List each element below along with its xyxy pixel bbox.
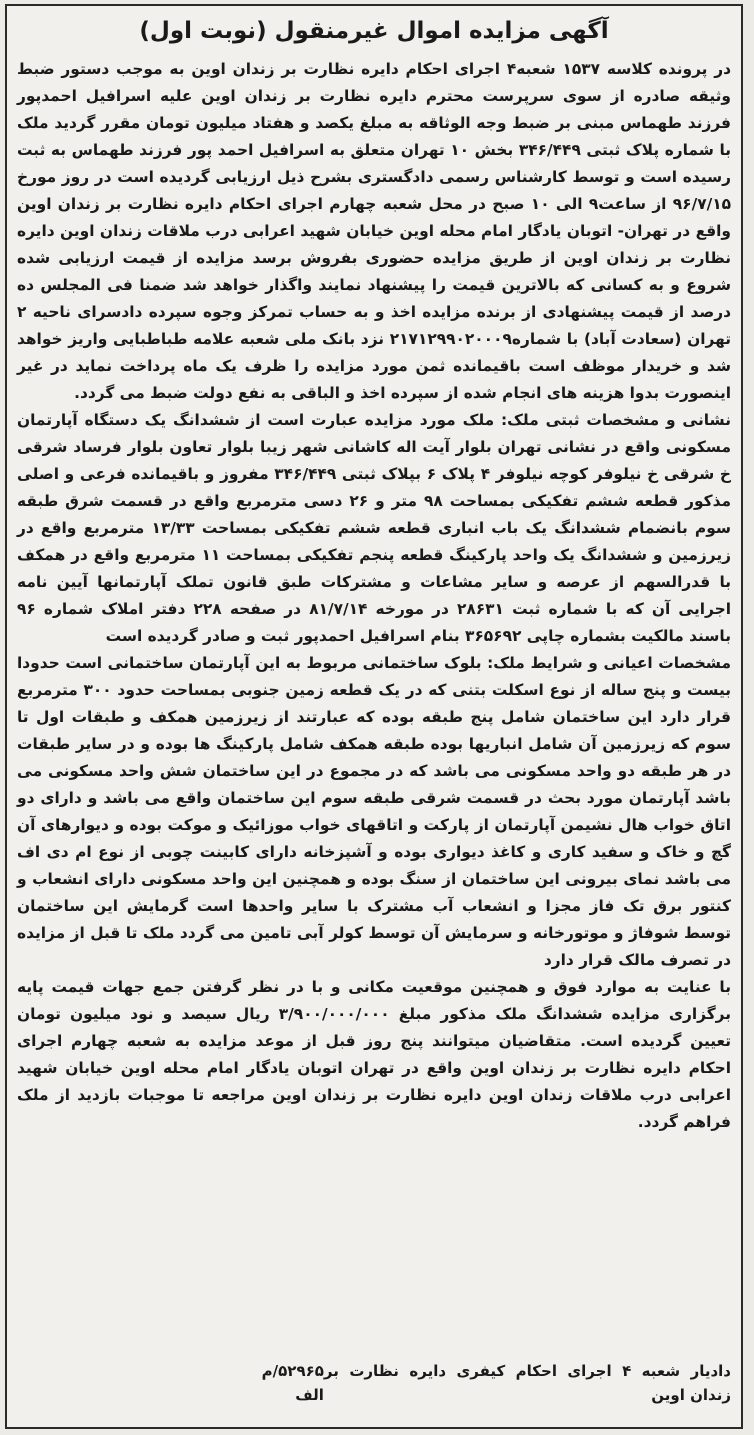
newspaper-clipping (5, 4, 743, 1429)
notice-paragraph-base-price: با عنایت به موارد فوق و همچنین موقعیت مکانی و با در نظر گرفتن جمع جهات قیمت پایه برگزاری مزایده ششدانگ ملک مذکور مبلغ ۳/۹۰۰/۰۰۰/۰۰۰ ریال سیصد و نود میلیون تومان تعیین گردیده است. متقاضیان میتوانند پنج روز قبل از موعد مزایده به شعبه چهارم اجرای احکام دایره نظارت بر زندان اوین واقع در تهران اتوبان یادگار امام محله اوین خیابان شهید اعرابی درب ملاقات زندان اوین دایره نظارت بر زندان اوین مراجعه تا موجبات بازدید از ملک فراهم گردد. (17, 978, 731, 1131)
notice-paragraph-property-conditions: مشخصات اعیانی و شرایط ملک: بلوک ساختمانی مربوط به این آپارتمان ساختمانی است حدودا بیست و پنج ساله از نوع اسکلت بتنی که در یک قطعه زمین جنوبی بمساحت حدود ۳۰۰ مترمربع قرار دارد این ساختمان شامل پنج طبقه بوده که عبارتند از زیرزمین همکف و طبقات اول تا سوم که زیرزمین آن شامل انباریها بوده طبقه همکف شامل پارکینگ ها بوده و در سایر طبقات در هر طبقه دو واحد مسکونی می باشد که در مجموع در این ساختمان شش واحد مسکونی می باشد آپارتمان مورد بحث در قسمت شرقی طبقه سوم این ساختمان واقع می باشد و دارای دو اتاق خواب هال نشیمن آپارتمان از پارکت و اتاقهای خواب موزائیک و موکت بوده و دیوارهای آن گچ و خاک و سفید کاری و کاغذ دیواری بوده و آشپزخانه دارای کابینت چوبی از نوع ام دی اف می باشد نمای بیرونی این ساختمان از سنگ بوده و همچنین این واحد مسکونی دارای انشعاب و کنتور برق تک فاز مجزا و انشعاب آب مشترک با سایر واحدها است گرمایش این ساختمان توسط شوفاژ و موتورخانه و سرمایش آن توسط کولر آبی تامین می گردد ملک تا قبل از مزایده در تصرف مالک قرار دارد (17, 654, 732, 969)
reference-code: ۵۲۹۶۵/م الف (261, 1362, 324, 1404)
signature-line: دادیار شعبه ۴ اجرای احکام کیفری دایره نظارت بر زندان اوین (323, 1362, 732, 1404)
notice-content (17, 14, 731, 1419)
notice-paragraph-auction-terms: در پرونده کلاسه ۱۵۳۷ شعبه۴ اجرای احکام دایره نظارت بر زندان اوین به موجب دستور ضبط وثیقه صادره از سوی سرپرست محترم دایره نظارت بر زندان اوین علیه اسرافیل احمدپور فرزند طهماس مبنی بر ضبط وجه الوثاقه به مبلغ یکصد و هفتاد میلیون تومان مقرر گردید ملک با شماره پلاک ثبتی ۳۴۶/۴۴۹ بخش ۱۰ تهران متعلق به اسرافیل احمد پور فرزند طهماس به ثبت رسیده است و توسط کارشناس رسمی دادگستری بشرح ذیل ارزیابی گردیده است در روز مورخ ۹۶/۷/۱۵ از ساعت۹ الی ۱۰ صبح در محل شعبه چهارم اجرای احکام دایره نظارت بر زندان اوین واقع در تهران- اتوبان یادگار امام محله اوین خیابان شهید اعرابی درب ملاقات زندان اوین دایره نظارت بر زندان اوین از طریق مزایده حضوری بفروش برسد مزایده از قیمت ارزیابی شده شروع و به کسانی که بالاترین قیمت را پیشنهاد نمایند واگذار خواهد شد ضمنا فی المجلس ده درصد از قیمت پیشنهادی از برنده مزایده اخذ و به حساب تمرکز وجوه سپرده دادسرای ناحیه ۲ تهران (سعادت آباد) با شماره۲۱۷۱۲۹۹۰۲۰۰۰۹ نزد بانک ملی شعبه علامه طباطبایی واریز خواهد شد و خریدار موظف است باقیمانده ثمن مورد مزایده را ظرف یک ماه پرداخت نماید در غیر اینصورت بدوا هزینه های انجام شده از سپرده اخذ و الباقی به نفع دولت ضبط می گردد. (17, 60, 732, 402)
notice-paragraph-property-registration: نشانی و مشخصات ثبتی ملک: ملک مورد مزایده عبارت است از ششدانگ یک دستگاه آپارتمان مسکونی واقع در نشانی تهران بلوار آیت اله کاشانی شهر زیبا بلوار تعاون بلوار فرساد شرقی خ شرقی خ نیلوفر کوچه نیلوفر ۴ پلاک ۶ بپلاک ثبتی ۳۴۶/۴۴۹ مفروز و باقیمانده فرعی و اصلی مذکور قطعه ششم تفکیکی بمساحت ۹۸ متر و ۲۶ دسی مترمربع واقع در قسمت شرق طبقه سوم بانضمام ششدانگ یک باب انباری قطعه ششم تفکیکی بمساحت ۱۳/۳۳ مترمربع واقع در زیرزمین و ششدانگ یک واحد پارکینگ قطعه پنجم تفکیکی بمساحت ۱۱ مترمربع واقع در همکف با قدرالسهم از عرصه و سایر مشاعات و مشترکات طبق قانون تملک آپارتمانها آیین نامه اجرایی آن که با شماره ثبت ۲۸۶۳۱ در مورخه ۸۱/۷/۱۴ در صفحه ۲۲۸ دفتر املاک شماره ۹۶ باسند مالکیت بشماره چاپی ۳۶۵۶۹۲ بنام اسرافیل احمدپور ثبت و صادر گردیده است (17, 411, 731, 645)
notice-footer (17, 1359, 731, 1407)
notice-title: آگهی مزایده اموال غیرمنقول (نوبت اول) (139, 18, 609, 44)
